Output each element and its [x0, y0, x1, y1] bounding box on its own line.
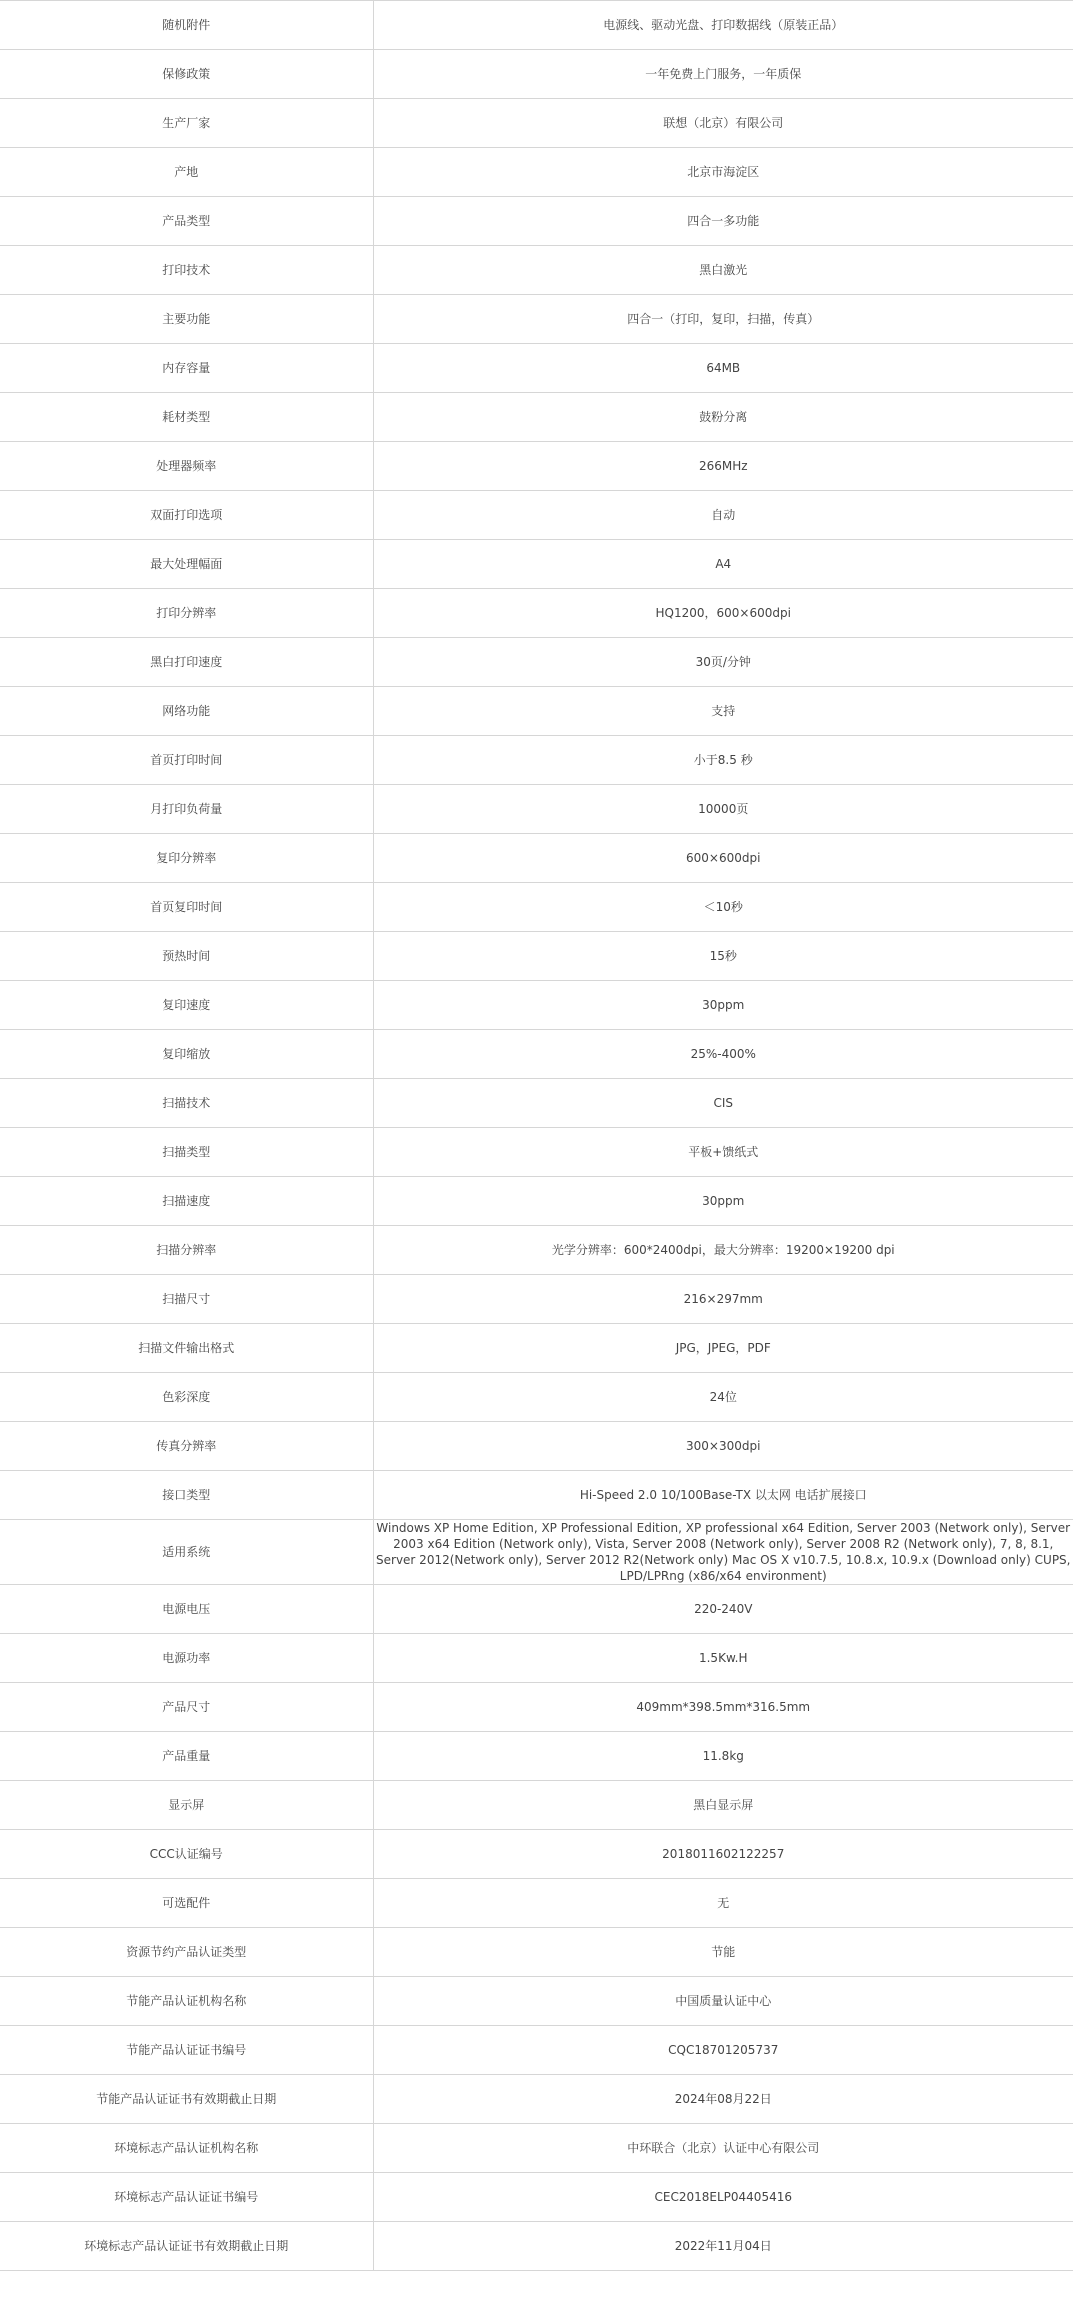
spec-label: 复印速度 — [0, 981, 373, 1030]
spec-label: 最大处理幅面 — [0, 540, 373, 589]
spec-value: 30ppm — [373, 981, 1073, 1030]
spec-label: 接口类型 — [0, 1471, 373, 1520]
spec-value: 25%-400% — [373, 1030, 1073, 1079]
spec-label: CCC认证编号 — [0, 1830, 373, 1879]
spec-label: 黑白打印速度 — [0, 638, 373, 687]
spec-label: 月打印负荷量 — [0, 785, 373, 834]
spec-label: 扫描文件输出格式 — [0, 1324, 373, 1373]
spec-label: 显示屏 — [0, 1781, 373, 1830]
spec-row — [0, 1030, 1073, 1079]
spec-row — [0, 246, 1073, 295]
spec-row — [0, 1275, 1073, 1324]
spec-row — [0, 442, 1073, 491]
spec-row — [0, 2173, 1073, 2222]
spec-value: 四合一（打印，复印，扫描，传真） — [373, 295, 1073, 344]
spec-value: 30ppm — [373, 1177, 1073, 1226]
spec-value: JPG，JPEG，PDF — [373, 1324, 1073, 1373]
spec-row — [0, 638, 1073, 687]
spec-value: 中国质量认证中心 — [373, 1977, 1073, 2026]
spec-value: 一年免费上门服务，一年质保 — [373, 50, 1073, 99]
spec-row — [0, 197, 1073, 246]
spec-label: 预热时间 — [0, 932, 373, 981]
spec-value: 黑白显示屏 — [373, 1781, 1073, 1830]
spec-value: 自动 — [373, 491, 1073, 540]
spec-value: A4 — [373, 540, 1073, 589]
spec-row — [0, 1732, 1073, 1781]
spec-label: 环境标志产品认证机构名称 — [0, 2124, 373, 2173]
spec-label: 色彩深度 — [0, 1373, 373, 1422]
spec-value: 2024年08月22日 — [373, 2075, 1073, 2124]
spec-row — [0, 1226, 1073, 1275]
spec-label: 扫描技术 — [0, 1079, 373, 1128]
spec-row — [0, 1830, 1073, 1879]
spec-value: 2018011602122257 — [373, 1830, 1073, 1879]
spec-label: 内存容量 — [0, 344, 373, 393]
spec-label: 扫描分辨率 — [0, 1226, 373, 1275]
spec-row — [0, 1177, 1073, 1226]
spec-value: HQ1200，600×600dpi — [373, 589, 1073, 638]
spec-row — [0, 1585, 1073, 1634]
spec-value: 266MHz — [373, 442, 1073, 491]
spec-row — [0, 1373, 1073, 1422]
spec-value: 24位 — [373, 1373, 1073, 1422]
spec-value: 30页/分钟 — [373, 638, 1073, 687]
spec-row — [0, 1683, 1073, 1732]
spec-row — [0, 491, 1073, 540]
spec-label: 节能产品认证机构名称 — [0, 1977, 373, 2026]
spec-label: 首页打印时间 — [0, 736, 373, 785]
spec-label: 随机附件 — [0, 1, 373, 50]
spec-value: CQC18701205737 — [373, 2026, 1073, 2075]
spec-label: 扫描尺寸 — [0, 1275, 373, 1324]
spec-value: 小于8.5 秒 — [373, 736, 1073, 785]
spec-row — [0, 736, 1073, 785]
spec-value: 2022年11月04日 — [373, 2222, 1073, 2271]
spec-label: 双面打印选项 — [0, 491, 373, 540]
spec-label: 复印分辨率 — [0, 834, 373, 883]
spec-label: 可选配件 — [0, 1879, 373, 1928]
spec-label: 资源节约产品认证类型 — [0, 1928, 373, 1977]
spec-label: 产品类型 — [0, 197, 373, 246]
spec-row — [0, 1781, 1073, 1830]
spec-value: ＜10秒 — [373, 883, 1073, 932]
spec-row — [0, 589, 1073, 638]
spec-value: 无 — [373, 1879, 1073, 1928]
spec-value: CEC2018ELP04405416 — [373, 2173, 1073, 2222]
spec-label: 打印技术 — [0, 246, 373, 295]
spec-value: 64MB — [373, 344, 1073, 393]
spec-value: 黑白激光 — [373, 246, 1073, 295]
spec-label: 产品尺寸 — [0, 1683, 373, 1732]
spec-row — [0, 785, 1073, 834]
spec-row — [0, 687, 1073, 736]
spec-value: 中环联合（北京）认证中心有限公司 — [373, 2124, 1073, 2173]
spec-row — [0, 295, 1073, 344]
spec-row — [0, 1879, 1073, 1928]
spec-value: 四合一多功能 — [373, 197, 1073, 246]
spec-label: 复印缩放 — [0, 1030, 373, 1079]
spec-row — [0, 99, 1073, 148]
spec-value: 北京市海淀区 — [373, 148, 1073, 197]
spec-label: 扫描类型 — [0, 1128, 373, 1177]
spec-row — [0, 148, 1073, 197]
spec-value: 鼓粉分离 — [373, 393, 1073, 442]
spec-value: 1.5Kw.H — [373, 1634, 1073, 1683]
spec-label: 适用系统 — [0, 1520, 373, 1585]
spec-row — [0, 1324, 1073, 1373]
spec-label: 打印分辨率 — [0, 589, 373, 638]
spec-row — [0, 1079, 1073, 1128]
spec-value: 11.8kg — [373, 1732, 1073, 1781]
spec-row — [0, 1422, 1073, 1471]
spec-value: Windows XP Home Edition, XP Professional Edition, XP professional x64 Edition, Server 2003 (Network only), Server 2003 x64 Edition (Network only), Vista, Server 2008 (Network only), Server 2008 R2 (Network only), 7, 8, 8.1, Server 2012(Network only), Server 2012 R2(Network only) Mac OS X v10.7.5, 10.8.x, 10.9.x (Download only) CUPS, LPD/LPRng (x86/x64 environment) — [373, 1520, 1073, 1585]
spec-row — [0, 1471, 1073, 1520]
spec-row — [0, 834, 1073, 883]
spec-table-body — [0, 1, 1073, 2271]
spec-label: 环境标志产品认证证书有效期截止日期 — [0, 2222, 373, 2271]
spec-value: CIS — [373, 1079, 1073, 1128]
spec-label: 电源电压 — [0, 1585, 373, 1634]
spec-row — [0, 981, 1073, 1030]
spec-label: 扫描速度 — [0, 1177, 373, 1226]
spec-value: 300×300dpi — [373, 1422, 1073, 1471]
spec-row — [0, 50, 1073, 99]
spec-row — [0, 2026, 1073, 2075]
spec-label: 传真分辨率 — [0, 1422, 373, 1471]
spec-label: 网络功能 — [0, 687, 373, 736]
spec-value: 节能 — [373, 1928, 1073, 1977]
spec-value: 联想（北京）有限公司 — [373, 99, 1073, 148]
spec-label: 处理器频率 — [0, 442, 373, 491]
spec-row — [0, 2222, 1073, 2271]
spec-value: 10000页 — [373, 785, 1073, 834]
spec-label: 节能产品认证证书编号 — [0, 2026, 373, 2075]
spec-label: 保修政策 — [0, 50, 373, 99]
spec-value: 15秒 — [373, 932, 1073, 981]
spec-label: 环境标志产品认证证书编号 — [0, 2173, 373, 2222]
spec-row — [0, 393, 1073, 442]
spec-row — [0, 2124, 1073, 2173]
spec-label: 生产厂家 — [0, 99, 373, 148]
spec-value: 电源线、驱动光盘、打印数据线（原装正品） — [373, 1, 1073, 50]
spec-row — [0, 1520, 1073, 1585]
spec-value: 216×297mm — [373, 1275, 1073, 1324]
spec-row — [0, 1928, 1073, 1977]
spec-value: Hi-Speed 2.0 10/100Base-TX 以太网 电话扩展接口 — [373, 1471, 1073, 1520]
spec-label: 首页复印时间 — [0, 883, 373, 932]
spec-row — [0, 1128, 1073, 1177]
spec-label: 产地 — [0, 148, 373, 197]
spec-row — [0, 932, 1073, 981]
spec-row — [0, 1, 1073, 50]
spec-value: 600×600dpi — [373, 834, 1073, 883]
spec-label: 产品重量 — [0, 1732, 373, 1781]
spec-row — [0, 540, 1073, 589]
spec-value: 支持 — [373, 687, 1073, 736]
spec-row — [0, 344, 1073, 393]
spec-label: 耗材类型 — [0, 393, 373, 442]
spec-row — [0, 1634, 1073, 1683]
spec-label: 主要功能 — [0, 295, 373, 344]
spec-label: 节能产品认证证书有效期截止日期 — [0, 2075, 373, 2124]
spec-row — [0, 1977, 1073, 2026]
spec-row — [0, 883, 1073, 932]
spec-value: 409mm*398.5mm*316.5mm — [373, 1683, 1073, 1732]
spec-label: 电源功率 — [0, 1634, 373, 1683]
spec-value: 220-240V — [373, 1585, 1073, 1634]
spec-value: 平板+馈纸式 — [373, 1128, 1073, 1177]
spec-row — [0, 2075, 1073, 2124]
spec-value: 光学分辨率：600*2400dpi，最大分辨率：19200×19200 dpi — [373, 1226, 1073, 1275]
